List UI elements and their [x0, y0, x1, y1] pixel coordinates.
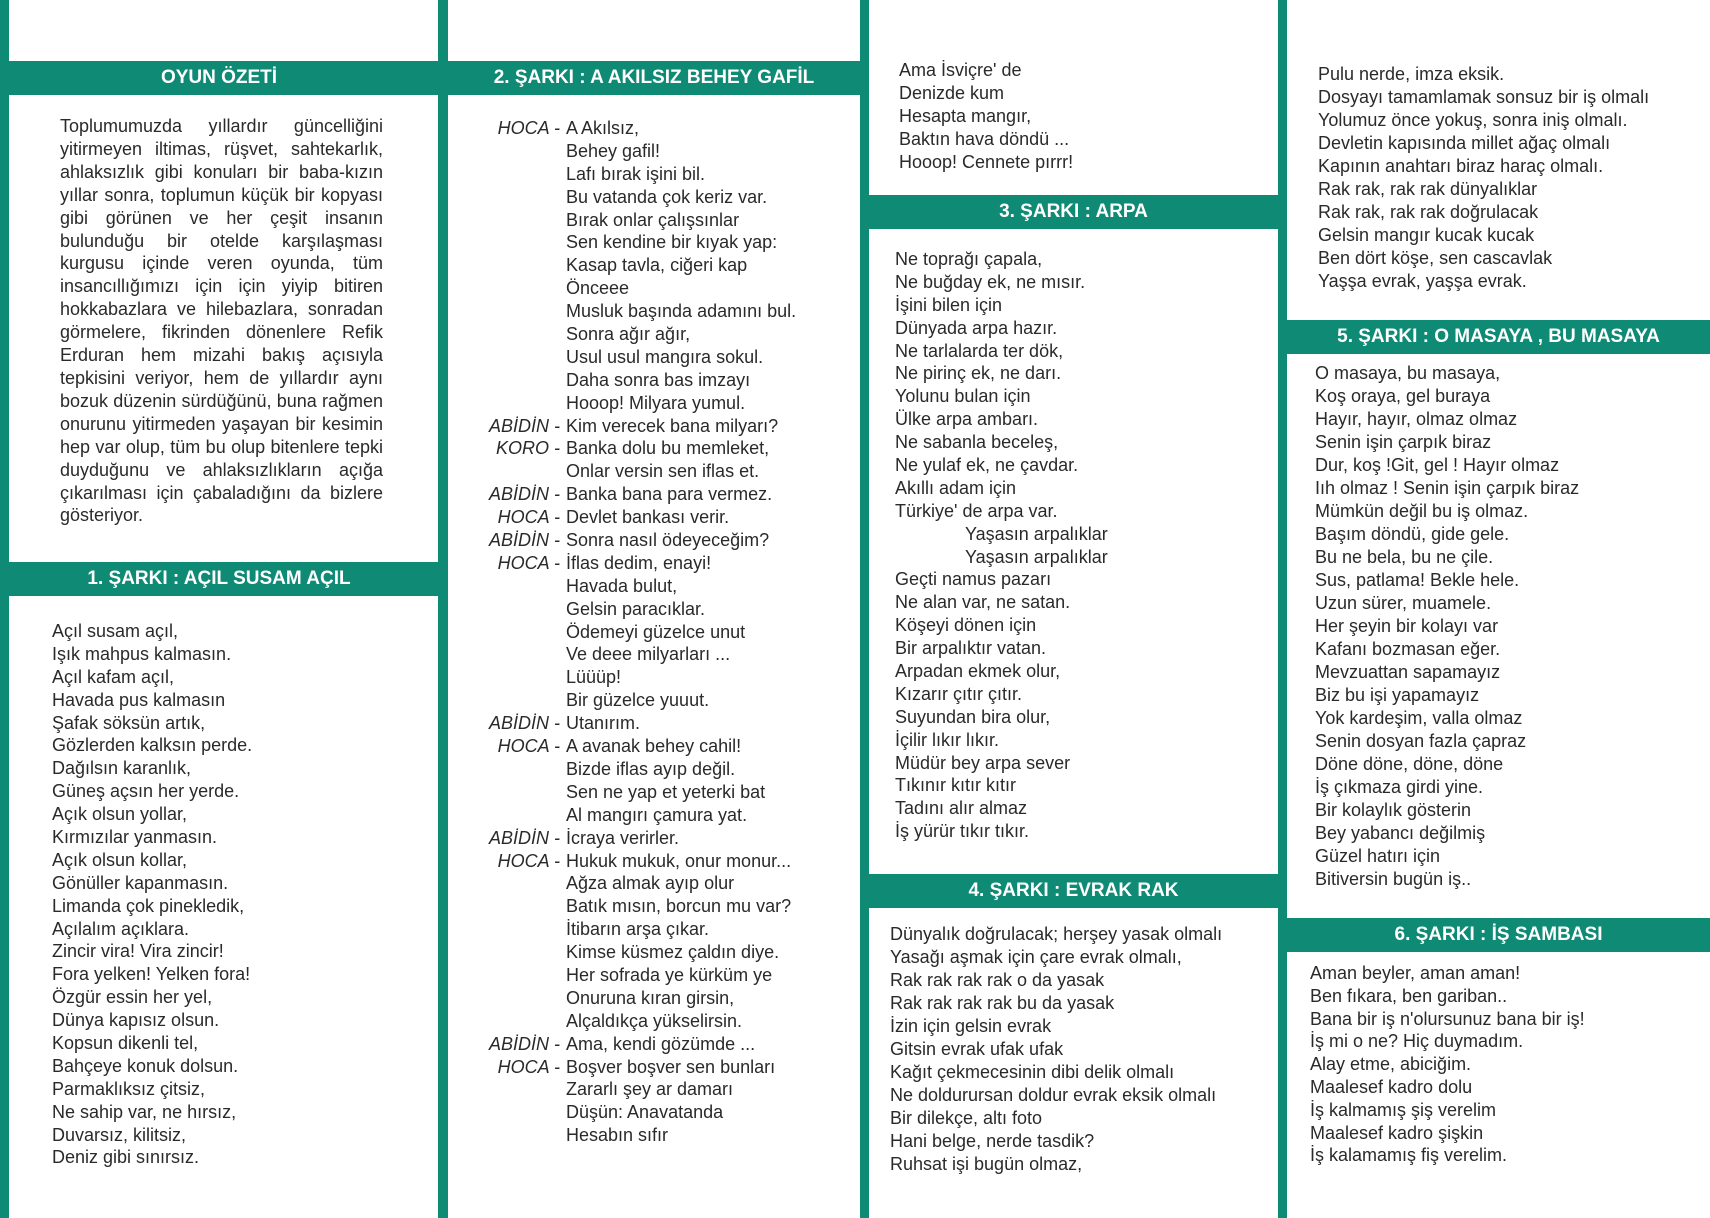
lyric-text: Devlet bankası verir. [566, 507, 730, 528]
lyric-line: Deniz gibi sınırsız. [52, 1147, 200, 1168]
lyric-line [466, 300, 796, 323]
panel-divider-3 [1278, 0, 1287, 1218]
lyric-line: Işık mahpus kalmasın. [52, 643, 232, 664]
lyric-line: Biz bu işi yapamayız [1315, 685, 1480, 705]
song-3-title: 3. ŞARKI : ARPA [869, 195, 1278, 229]
lyric-text: Onuruna kıran girsin, [566, 987, 735, 1008]
speaker-label: ABİDİN - [488, 1033, 560, 1054]
lyric-text: Daha sonra bas imzayı [566, 369, 751, 390]
lyric-line: Tıkınır kıtır kıtır [895, 775, 1016, 796]
lyric-line: Dosyayı tamamlamak sonsuz bir iş olmalı [1318, 87, 1650, 107]
lyric-line: Iıh olmaz ! Senin işin çarpık biraz [1315, 478, 1580, 498]
lyric-line [466, 506, 796, 529]
lyric-line: Yasağı aşmak için çare evrak olmalı, [890, 947, 1182, 967]
lyric-line [466, 941, 796, 964]
lyric-line [466, 781, 796, 804]
lyric-line: Hani belge, nerde tasdik? [890, 1131, 1095, 1151]
song-1-title: 1. ŞARKI : AÇIL SUSAM AÇIL [0, 562, 438, 596]
lyric-line: O masaya, bu masaya, [1315, 363, 1501, 383]
lyric-text: İcraya verirler. [566, 827, 680, 848]
lyric-line: Rak rak, rak rak dünyalıklar [1318, 179, 1538, 199]
lyric-line [466, 552, 796, 575]
lyric-line [466, 369, 796, 392]
lyric-line: Hayır, hayır, olmaz olmaz [1315, 409, 1518, 429]
lyric-line: Rak rak rak rak o da yasak [890, 970, 1105, 990]
lyric-text: İtibarın arşa çıkar. [566, 919, 710, 940]
lyric-line [466, 231, 796, 254]
lyric-line: Dağılsın karanlık, [52, 758, 192, 779]
lyric-line: Geçti namus pazarı [895, 569, 1052, 590]
speaker-label: KORO - [495, 438, 560, 459]
lyric-line: Bey yabancı değilmiş [1315, 823, 1486, 843]
lyric-line [466, 1056, 796, 1079]
lyric-line: Maalesef kadro dolu [1310, 1076, 1473, 1097]
lyric-line: Yok kardeşim, valla olmaz [1315, 708, 1523, 728]
lyric-line: Yolumuz önce yokuş, sonra iniş olmalı. [1318, 110, 1628, 130]
lyric-line: Alay etme, abiciğim. [1310, 1054, 1472, 1075]
lyric-text: Düşün: Anavatanda [566, 1102, 724, 1123]
lyric-line: Bir dilekçe, altı foto [890, 1108, 1043, 1128]
lyric-text: İflas dedim, enayi! [566, 552, 712, 573]
lyric-line: Bir kolaylık gösterin [1315, 800, 1472, 820]
lyric-text: Utanırım. [566, 713, 641, 734]
lyric-line [466, 964, 796, 987]
lyric-text: Banka dolu bu memleket, [566, 438, 770, 459]
lyric-line: Kağıt çekmecesinin dibi delik olmalı [890, 1062, 1175, 1082]
lyric-line: Şafak söksün artık, [52, 712, 206, 733]
lyric-line: Güzel hatırı için [1315, 846, 1441, 866]
lyric-text: Batık mısın, borcun mu var? [566, 896, 792, 917]
lyric-line: Rak rak rak rak bu da yasak [890, 993, 1115, 1013]
lyric-text: Kimse küsmez çaldın diye. [566, 942, 780, 963]
lyric-line: Köşeyi dönen için [895, 615, 1037, 636]
speaker-label: ABİDİN - [488, 713, 560, 734]
lyric-text: Bu vatanda çok keriz var. [566, 186, 768, 207]
lyric-line: Başım döndü, gide gele. [1315, 524, 1510, 544]
lyric-text: Ama, kendi gözümde ... [566, 1033, 756, 1054]
lyric-text: Hukuk mukuk, onur monur... [566, 850, 792, 871]
lyric-line [466, 1078, 796, 1101]
lyric-line [466, 117, 796, 140]
lyric-line: Bir arpalıktır vatan. [895, 638, 1047, 659]
speaker-label: ABİDİN - [488, 827, 560, 848]
lyric-line: Sus, patlama! Bekle hele. [1315, 570, 1520, 590]
lyric-line: Kopsun dikenli tel, [52, 1033, 199, 1054]
lyric-line: Dünyada arpa hazır. [895, 317, 1058, 338]
lyric-line: Açık olsun kollar, [52, 849, 188, 870]
summary-text: Toplumumuzda yıllardır güncelliğini yitirmeyen iltimas, rüşvet, sahtekarlık, ahlaksızlık gibi konuları bir baba-kızın yıllar sonra, toplumun küçük bir kopyası gibi görünen ve her çeşit insanın bulunduğu bir otelde karşılaşması kurgusu içinde veren oyunda, tüm insancıllığımızı için için yiyip bitiren hokkabazlara ve hilebazlara, sonradan görmelere, fikrinden dönenlere Refik Erduran hem mizahi bakış açısıyla tepkisini veriyor, hem de yıllardır aynı bozuk düzenin sürdüğünü, buna rağmen onurunu yitirmeden yaşayan bir kesimin hep var olup, tüm bu olup bitenlere tepki duyduğunu ve ahlaksızlıkların açığa çıkarılması için çabaladığını da bizlere gösteriyor. [60, 116, 383, 526]
lyric-text: Behey gafil! [566, 140, 661, 161]
lyric-text: Lafı bırak işini bil. [566, 163, 706, 184]
lyric-line [466, 827, 796, 850]
lyric-line [466, 277, 796, 300]
lyric-line: Zincir vira! Vira zincir! [52, 941, 224, 962]
lyric-line: Her şeyin bir kolayı var [1315, 616, 1499, 636]
song-6-title: 6. ŞARKI : İŞ SAMBASI [1287, 918, 1710, 952]
lyric-line: Özgür essin her yel, [52, 987, 213, 1008]
speaker-label: HOCA - [497, 736, 560, 757]
lyric-line: Ne sahip var, ne hırsız, [52, 1101, 237, 1122]
lyric-line: Kapının anahtarı biraz haraç olmalı. [1318, 156, 1604, 176]
lyric-line: Suyundan bira olur, [895, 706, 1051, 727]
lyric-line: Denizde kum [899, 82, 1005, 103]
lyric-line: Ama İsviçre' de [899, 60, 1022, 80]
panel-divider-1 [438, 0, 448, 1218]
lyric-text: Musluk başında adamını bul. [566, 301, 797, 322]
lyric-line [466, 254, 796, 277]
lyric-text: Sonra ağır ağır, [566, 324, 691, 345]
lyric-text: Hesabın sıfır [566, 1125, 669, 1146]
lyric-line [466, 1101, 796, 1124]
lyric-line: Gönüller kapanmasın. [52, 872, 229, 893]
lyric-line: Fora yelken! Yelken fora! [52, 964, 251, 985]
lyric-line [466, 735, 796, 758]
lyric-line [466, 392, 796, 415]
lyric-line: Kırmızılar yanmasın. [52, 827, 218, 848]
lyric-line: Akıllı adam için [895, 477, 1017, 498]
lyric-line: İş kalamamış fiş verelim. [1310, 1145, 1508, 1166]
lyric-text: Bizde iflas ayıp değil. [566, 758, 736, 779]
lyric-line [466, 483, 796, 506]
lyric-line: Mümkün değil bu iş olmaz. [1315, 501, 1529, 521]
lyric-line [466, 895, 796, 918]
lyric-line: Ne tarlalarda ter dök, [895, 340, 1064, 361]
lyric-line: İzin için gelsin evrak [890, 1016, 1052, 1036]
lyric-line: Senin işin çarpık biraz [1315, 432, 1492, 452]
lyric-line [466, 850, 796, 873]
song-4-continued [1318, 63, 1649, 293]
song-1-lyrics [52, 620, 252, 1169]
lyric-line: Yaşasın arpalıklar [965, 523, 1108, 544]
lyric-line: Duvarsız, kilitsiz, [52, 1124, 187, 1145]
lyric-line [466, 323, 796, 346]
lyric-line: Bana bir iş n'olursunuz bana bir iş! [1310, 1008, 1585, 1029]
lyric-line: Pulu nerde, imza eksik. [1318, 64, 1505, 84]
lyric-line [466, 186, 796, 209]
lyric-line: Limanda çok pinekledik, [52, 895, 245, 916]
lyric-line [466, 437, 796, 460]
lyric-line [466, 804, 796, 827]
lyric-line [466, 712, 796, 735]
lyric-line: Ne buğday ek, ne mısır. [895, 271, 1086, 292]
lyric-line [466, 346, 796, 369]
lyric-line: Kafanı bozmasan eğer. [1315, 639, 1501, 659]
lyric-line: Maalesef kadro şişkin [1310, 1122, 1484, 1143]
lyric-line: Bu ne bela, bu ne çile. [1315, 547, 1494, 567]
lyric-line [466, 918, 796, 941]
lyric-line: İş kalmamış şiş verelim [1310, 1099, 1497, 1120]
speaker-label: HOCA - [497, 552, 560, 573]
lyric-line: Rak rak, rak rak doğrulacak [1318, 202, 1539, 222]
speaker-label: ABİDİN - [488, 530, 560, 551]
lyric-line: Parmaklıksız çitsiz, [52, 1078, 206, 1099]
song-5-lyrics [1315, 362, 1579, 891]
lyric-line: Ne sabanla beceleş, [895, 432, 1059, 453]
speaker-label: HOCA - [497, 118, 560, 138]
lyric-text: Sen kendine bir kıyak yap: [566, 232, 778, 253]
lyric-line [466, 987, 796, 1010]
lyric-text: A avanak behey cahil! [566, 736, 742, 757]
panel-divider-left [0, 0, 9, 1218]
lyric-text: Al mangırı çamura yat. [566, 804, 748, 825]
lyric-line [466, 1033, 796, 1056]
lyric-line: İş mi o ne? Hiç duymadım. [1310, 1031, 1524, 1052]
lyric-line [466, 460, 796, 483]
lyric-line: Ne pirinç ek, ne darı. [895, 363, 1062, 384]
lyric-text: Havada bulut, [566, 575, 678, 596]
lyric-text: Alçaldıkça yükselirsin. [566, 1010, 743, 1031]
lyric-line: Ben fıkara, ben gariban.. [1310, 985, 1508, 1006]
lyric-text: Bırak onlar çalışsınlar [566, 209, 740, 230]
lyric-text: Onlar versin sen iflas et. [566, 461, 760, 482]
lyric-line: Havada pus kalmasın [52, 689, 226, 710]
lyric-line: Ne doldurursan doldur evrak eksik olmalı [890, 1085, 1217, 1105]
lyric-line [466, 140, 796, 163]
lyric-line [466, 1124, 796, 1147]
lyric-line: Tadını alır almaz [895, 798, 1028, 819]
lyric-line: Yaşşa evrak, yaşşa evrak. [1318, 271, 1527, 291]
lyric-line [466, 575, 796, 598]
lyric-line: Devletin kapısında millet ağaç olmalı [1318, 133, 1611, 153]
lyric-line: Açık olsun yollar, [52, 804, 188, 825]
lyric-line: Açıl susam açıl, [52, 621, 179, 641]
speaker-label: ABİDİN - [488, 484, 560, 505]
speaker-label: HOCA - [497, 1056, 560, 1077]
lyric-line: Uzun sürer, muamele. [1315, 593, 1492, 613]
lyric-line [466, 666, 796, 689]
lyric-line: Ne alan var, ne satan. [895, 592, 1071, 613]
lyric-line: Dur, koş !Git, gel ! Hayır olmaz [1315, 455, 1560, 475]
speaker-label: HOCA - [497, 507, 560, 528]
panel-divider-2 [860, 0, 869, 1218]
lyric-text: Lüüüp! [566, 667, 622, 688]
lyric-text: Sen ne yap et yeterki bat [566, 781, 766, 802]
song-4-title: 4. ŞARKI : EVRAK RAK [869, 874, 1278, 908]
lyric-line: Güneş açsın her yerde. [52, 781, 240, 802]
lyric-line: Hooop! Cennete pırrr! [899, 151, 1074, 172]
lyric-line [466, 643, 796, 666]
lyric-line: Gözlerden kalksın perde. [52, 735, 253, 756]
lyric-line: Müdür bey arpa sever [895, 752, 1071, 773]
lyric-line: Gitsin evrak ufak ufak [890, 1039, 1064, 1059]
lyric-line: Türkiye' de arpa var. [895, 500, 1058, 521]
lyric-line: Aman beyler, aman aman! [1310, 963, 1521, 983]
lyric-line: Ülke arpa ambarı. [895, 409, 1039, 430]
lyric-line: Yaşasın arpalıklar [965, 546, 1108, 567]
song-6-lyrics [1310, 962, 1585, 1167]
song-5-title: 5. ŞARKI : O MASAYA , BU MASAYA [1287, 320, 1710, 354]
song-2-lyrics [466, 117, 796, 1147]
lyric-line: Döne döne, döne, döne [1315, 754, 1504, 774]
lyric-line: Hesapta mangır, [899, 105, 1032, 126]
lyric-line: İşini bilen için [895, 294, 1003, 315]
lyric-line: Ruhsat işi bugün olmaz, [890, 1154, 1083, 1174]
song-3-lyrics [895, 248, 1108, 843]
speaker-label: ABİDİN - [488, 415, 560, 436]
lyric-text: Önceee [566, 278, 630, 299]
lyric-text: Her sofrada ye kürküm ye [566, 964, 773, 985]
lyric-text: Ödemeyi güzelce unut [566, 621, 746, 642]
lyric-text: A Akılsız, [566, 118, 640, 138]
lyric-line: Senin dosyan fazla çapraz [1315, 731, 1527, 751]
speaker-label: HOCA - [497, 850, 560, 871]
lyric-line: Bahçeye konuk dolsun. [52, 1055, 239, 1076]
lyric-line [466, 1010, 796, 1033]
lyric-line [466, 209, 796, 232]
lyric-line: Açıl kafam açıl, [52, 666, 175, 687]
lyric-line [466, 163, 796, 186]
lyric-line [466, 758, 796, 781]
lyric-line: Arpadan ekmek olur, [895, 661, 1061, 682]
lyric-line: Yolunu bulan için [895, 386, 1031, 407]
lyric-line: Dünyalık doğrulacak; herşey yasak olmalı [890, 924, 1223, 944]
lyric-text: Bir güzelce yuuut. [566, 690, 710, 711]
lyric-line: Bitiversin bugün iş.. [1315, 869, 1472, 889]
lyric-line [466, 621, 796, 644]
lyric-line: Ne toprağı çapala, [895, 249, 1043, 269]
lyric-line: Dünya kapısız olsun. [52, 1010, 220, 1031]
lyric-text: Ağza almak ayıp olur [566, 873, 735, 894]
lyric-line: İş yürür tıkır tıkır. [895, 821, 1030, 842]
lyric-text: Zararlı şey ar damarı [566, 1079, 734, 1100]
lyric-text: Ve deee milyarları ... [566, 644, 731, 665]
lyric-text: Boşver boşver sen bunları [566, 1056, 776, 1077]
lyric-text: Kim verecek bana milyarı? [566, 415, 779, 436]
lyric-text: Usul usul mangıra sokul. [566, 346, 764, 367]
lyric-line [466, 598, 796, 621]
lyric-line: Ben dört köşe, sen cascavlak [1318, 248, 1553, 268]
lyric-text: Hooop! Milyara yumul. [566, 392, 746, 413]
lyric-text: Kasap tavla, ciğeri kap [566, 255, 748, 276]
lyric-line [466, 529, 796, 552]
song-2-title: 2. ŞARKI : A AKILSIZ BEHEY GAFİL [448, 61, 860, 95]
lyric-line [466, 415, 796, 438]
lyric-line [466, 689, 796, 712]
lyric-line: Mevzuattan sapamayız [1315, 662, 1501, 682]
lyric-line: İş çıkmaza girdi yine. [1315, 777, 1484, 797]
summary-title: OYUN ÖZETİ [0, 61, 438, 95]
lyric-line: Koş oraya, gel buraya [1315, 386, 1491, 406]
song-2-continued [899, 59, 1073, 173]
lyric-line: Baktın hava döndü ... [899, 128, 1070, 149]
lyric-line [466, 872, 796, 895]
lyric-text: Gelsin paracıklar. [566, 598, 706, 619]
lyric-text: Banka bana para vermez. [566, 484, 773, 505]
lyric-line: İçilir lıkır lıkır. [895, 729, 999, 750]
lyric-text: Sonra nasıl ödeyeceğim? [566, 530, 770, 551]
lyric-line: Gelsin mangır kucak kucak [1318, 225, 1535, 245]
song-4-lyrics [890, 923, 1222, 1176]
lyric-line: Ne yulaf ek, ne çavdar. [895, 455, 1079, 476]
lyric-line: Kızarır çıtır çıtır. [895, 683, 1023, 704]
lyric-line: Açılalım açıklara. [52, 918, 190, 939]
